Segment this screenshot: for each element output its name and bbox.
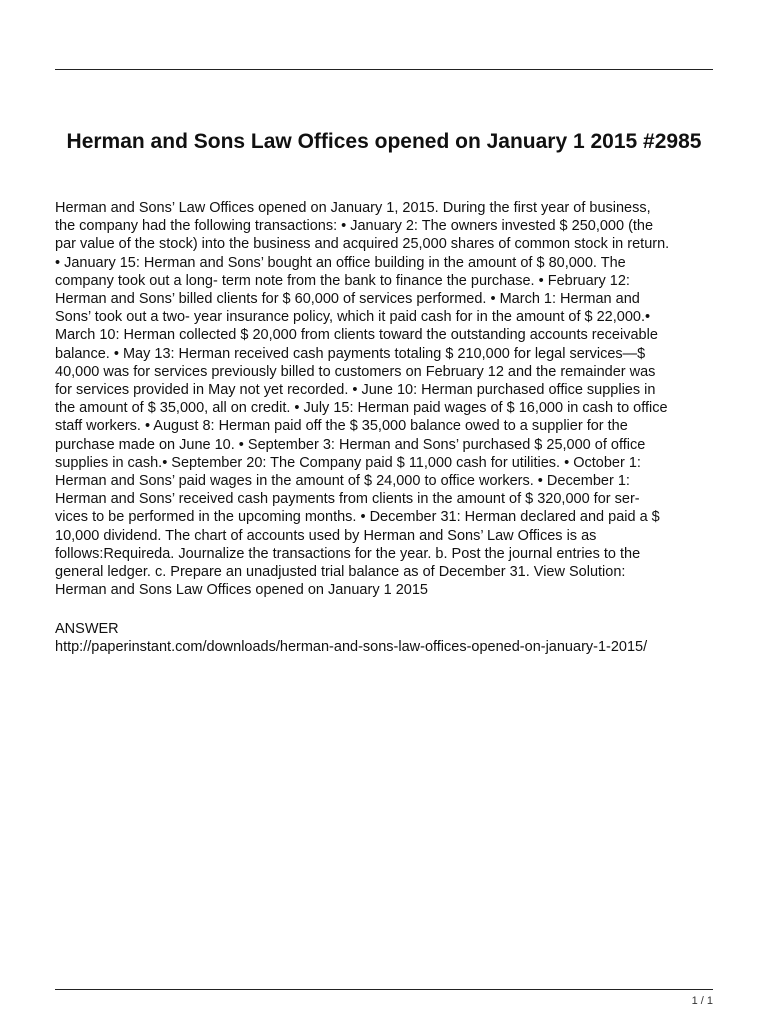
body-line: follows:Requireda. Journalize the transactions for the year. b. Post the journal entries to the bbox=[55, 545, 641, 562]
body-line: the company had the following transactions: • January 2: The owners invested $ 250,000 (the bbox=[55, 218, 654, 235]
answer-url: http://paperinstant.com/downloads/herman-and-sons-law-offices-opened-on-january-1-2015/ bbox=[55, 639, 648, 656]
body-line: par value of the stock) into the business and acquired 25,000 shares of common stock in return. bbox=[55, 236, 670, 253]
body-line: Herman and Sons’ Law Offices opened on January 1, 2015. During the first year of business, bbox=[55, 200, 651, 216]
body-line: company took out a long- term note from the bank to finance the purchase. • February 12: bbox=[55, 272, 630, 289]
footer-divider bbox=[55, 989, 713, 990]
body-line: Herman and Sons Law Offices opened on January 1 2015 bbox=[55, 582, 428, 599]
page-number: 1 / 1 bbox=[691, 995, 713, 1007]
page-title: Herman and Sons Law Offices opened on January 1 2015 #2985 bbox=[66, 130, 702, 153]
body-line: Herman and Sons’ billed clients for $ 60,000 of services performed. • March 1: Herman and bbox=[55, 291, 640, 308]
body-line: 10,000 dividend. The chart of accounts used by Herman and Sons’ Law Offices is as bbox=[55, 527, 597, 544]
body-line: staff workers. • August 8: Herman paid off the $ 35,000 balance owed to a supplier for the bbox=[55, 418, 628, 435]
body-line: • January 15: Herman and Sons’ bought an office building in the amount of $ 80,000. The bbox=[55, 254, 626, 271]
body-line: 40,000 was for services previously billed to customers on February 12 and the remainder was bbox=[55, 363, 656, 380]
answer-label: ANSWER bbox=[55, 621, 119, 637]
body-line: purchase made on June 10. • September 3: Herman and Sons’ purchased $ 25,000 of office bbox=[55, 436, 646, 453]
body-line: balance. • May 13: Herman received cash payments totaling $ 210,000 for legal services—$ bbox=[55, 345, 646, 362]
body-line: Sons’ took out a two- year insurance policy, which it paid cash for in the amount of $ 22,000.• bbox=[55, 309, 651, 326]
body-line: March 10: Herman collected $ 20,000 from clients toward the outstanding accounts receivable bbox=[55, 327, 658, 344]
body-line: the amount of $ 35,000, all on credit. • July 15: Herman paid wages of $ 16,000 in cash to office bbox=[55, 400, 668, 417]
body-line: general ledger. c. Prepare an unadjusted trial balance as of December 31. View Solution: bbox=[55, 564, 626, 581]
answer-section bbox=[55, 620, 719, 656]
body-line: for services provided in May not yet recorded. • June 10: Herman purchased office supplies in bbox=[55, 382, 656, 399]
body-line: vices to be performed in the upcoming months. • December 31: Herman declared and paid a $ bbox=[55, 509, 660, 526]
body-line: supplies in cash.• September 20: The Company paid $ 11,000 cash for utilities. • October 1: bbox=[55, 454, 641, 471]
body-paragraph bbox=[55, 199, 719, 599]
body-line: Herman and Sons’ received cash payments from clients in the amount of $ 320,000 for ser- bbox=[55, 491, 640, 508]
header-divider bbox=[55, 69, 713, 70]
body-line: Herman and Sons’ paid wages in the amount of $ 24,000 to office workers. • December 1: bbox=[55, 473, 630, 490]
